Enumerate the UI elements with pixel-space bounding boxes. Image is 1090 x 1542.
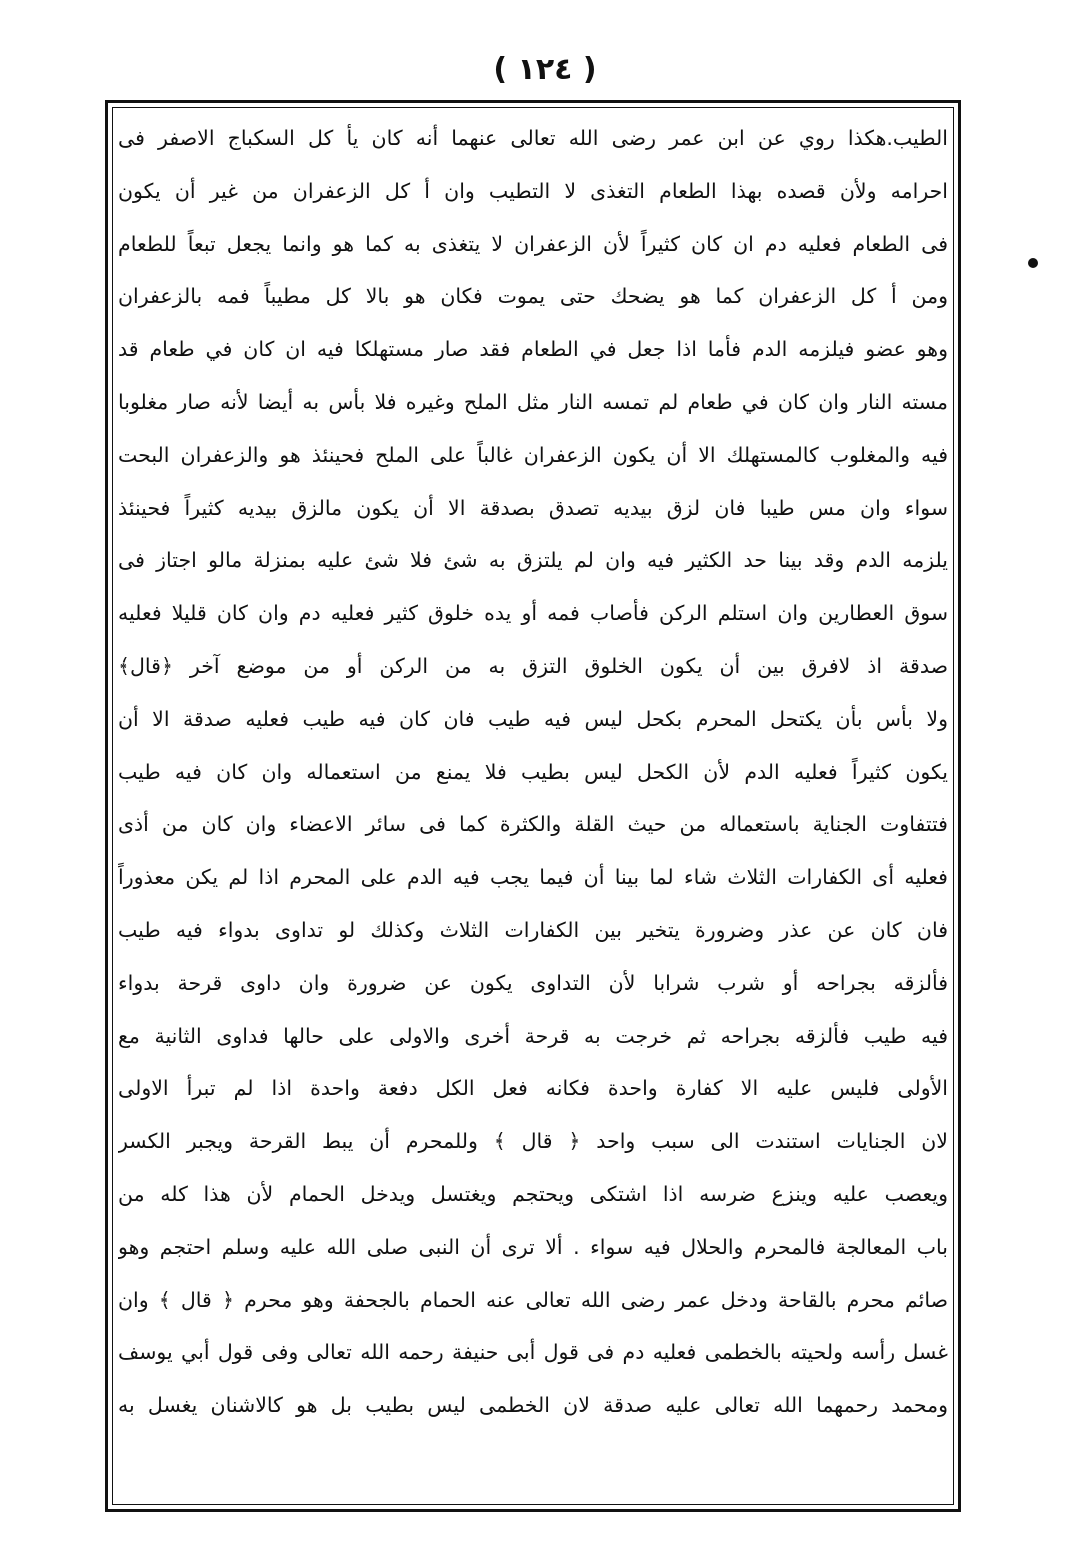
text-line: الطيب.هكذا روي عن ابن عمر رضى الله تعالى عنهما أنه كان يأ كل السكباج الاصفر فى: [118, 126, 948, 150]
page-number: ( ١٢٤ ): [493, 52, 597, 87]
text-line: ولا بأس بأن يكتحل المحرم بكحل ليس فيه طيب فان كان فيه طيب فعليه صدقة الا أن: [118, 706, 948, 731]
text-line: ومحمد رحمهما الله تعالى عليه صدقة لان الخطمى ليس بطيب بل هو كالاشنان يغسل به: [118, 1393, 948, 1418]
text-line: فألزقه بجراحه أو شرب شرابا لأن التداوى يكون عن ضرورة وان داوى قرحة بدواء: [118, 970, 948, 995]
text-line: فيه والمغلوب كالمستهلك الا أن يكون الزعفران غالباً على الملح فحينئذ هو والزعفران البحت: [118, 442, 948, 467]
text-line: فتتفاوت الجناية باستعماله من حيث القلة والكثرة كما فى سائر الاعضاء وان كان من أذى: [118, 812, 948, 837]
text-line: وهو عضو فيلزمه الدم فأما اذا جعل في الطعام فقد صار مستهلكا فيه ان كان في طعام قد: [118, 337, 948, 362]
text-line: سواء وان مس طيبا فان لزق بيديه تصدق بصدقة الا أن يكون مالزق بيديه كثيراً فحينئذ: [118, 495, 948, 520]
text-line: يكون كثيراً فعليه الدم لأن الكحل ليس بطيب فلا يمنع من استعماله وان كان فيه طيب: [118, 759, 948, 784]
text-line: لان الجنايات استندت الى سبب واحد ﴿ قال ﴾ وللمحرم أن يبط القرحة ويجبر الكسر: [118, 1129, 948, 1154]
text-line: ومن أ كل الزعفران كما هو يضحك حتى يموت فكان هو بالا كل مطيباً فمه بالزعفران: [118, 284, 948, 309]
text-line: فيه طيب فألزقه بجراحه ثم خرجت به قرحة أخرى والاولى على حالها فداوى الثانية مع: [118, 1023, 948, 1048]
text-line: صدقة اذ لافرق بين أن يكون الخلوق التزق به من الركن أو من موضع آخر ﴿قال﴾: [118, 653, 948, 678]
margin-ink-dot: [1028, 258, 1038, 268]
text-line: باب المعالجة فالمحرم والحلال فيه سواء . ألا ترى أن النبى صلى الله عليه وسلم احتجم وهو: [118, 1234, 948, 1259]
text-line: غسل رأسه ولحيته بالخطمى فعليه دم فى قول أبى حنيفة رحمه الله تعالى وفى قول أبي يوسف: [118, 1340, 948, 1365]
body-text: [118, 112, 948, 1432]
text-line: صائم محرم بالقاحة ودخل عمر رضى الله تعالى عنه الحمام بالجحفة وهو محرم ﴿ قال ﴾ وان: [118, 1287, 948, 1312]
text-line: فان كان عن عذر وضرورة يتخير بين الكفارات الثلاث وكذلك لو تداوى بدواء فيه طيب: [118, 917, 948, 942]
text-line: فى الطعام فعليه دم ان كان كثيراً لأن الزعفران لا يتغذى به كما هو وانما يجعل تبعاً للطعام: [118, 231, 948, 256]
text-line: الأولى فليس عليه الا كفارة واحدة فكانه فعل الكل دفعة واحدة اذا لم تبرأ الاولى: [118, 1076, 948, 1101]
text-line: ويعصب عليه وينزع ضرسه اذا اشتكى ويحتجم ويغتسل ويدخل الحمام لأن هذا كله من: [118, 1181, 948, 1206]
text-line: مسته النار وان كان في طعام لم تمسه النار مثل الملح وغيره فلا بأس به أيضا لأنه صار مغلوبا: [118, 389, 948, 414]
text-line: سوق العطارين وان استلم الركن فأصاب فمه أو يده خلوق كثير فعليه دم وان كان قليلا فعليه: [118, 601, 948, 626]
text-line: فعليه أى الكفارات الثلاث شاء لما بينا أن فيما يجب فيه الدم على المحرم اذا لم يكن معذوراً: [118, 865, 948, 890]
text-line: احرامه ولأن قصده بهذا الطعام التغذى لا التطيب وان أ كل الزعفران من غير أن يكون: [118, 178, 948, 203]
text-line: يلزمه الدم وقد بينا حد الكثير فيه وان لم يلتزق به شئ فلا شئ عليه بمنزلة مالو اجتاز فى: [118, 548, 948, 573]
